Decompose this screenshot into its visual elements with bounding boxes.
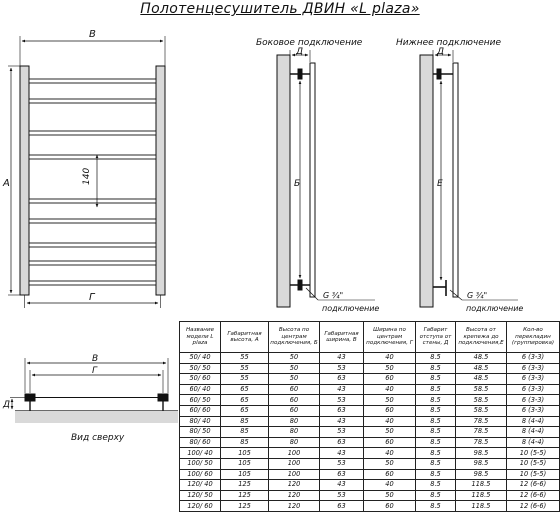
table-cell: 80 (269, 437, 320, 448)
towel-bar (29, 199, 156, 203)
table-cell: 125 (221, 501, 269, 512)
table-cell: 6 (3-3) (507, 405, 560, 416)
label-a: А (3, 178, 10, 189)
table-cell: 50 (364, 395, 416, 406)
table-cell: 50/ 50 (180, 363, 221, 374)
side-connection-caption: подключение (322, 304, 380, 313)
table-cell: 63 (320, 374, 364, 385)
table-cell: 43 (320, 448, 364, 459)
table-cell: 63 (320, 405, 364, 416)
table-cell: 60/ 60 (180, 405, 221, 416)
header-mount-height-e: Высота от крепежа до подключения,Е (456, 322, 507, 353)
table-cell: 12 (6-6) (507, 501, 560, 512)
left-rail (20, 66, 29, 295)
table-cell: 48.5 (456, 363, 507, 374)
table-cell: 53 (320, 458, 364, 469)
table-cell: 100 (269, 458, 320, 469)
header-bar-count: Кол-во перекладин (группировка) (507, 322, 560, 353)
table-cell: 100 (269, 469, 320, 480)
table-cell: 85 (221, 416, 269, 427)
table-cell: 53 (320, 395, 364, 406)
table-cell: 118.5 (456, 501, 507, 512)
table-row (180, 501, 560, 512)
side-rail (277, 55, 290, 307)
towel-bar (29, 243, 156, 247)
table-cell: 100/ 60 (180, 469, 221, 480)
table-cell: 125 (221, 480, 269, 491)
side-connection-view (277, 50, 375, 307)
table-cell: 105 (221, 458, 269, 469)
table-cell: 118.5 (456, 480, 507, 491)
towel-bar (29, 281, 156, 285)
side-wall-profile (310, 63, 315, 297)
table-row (180, 480, 560, 491)
header-model: Название модели L plaza (180, 322, 221, 353)
table-cell: 53 (320, 427, 364, 438)
label-g: Г (89, 292, 95, 303)
table-row (180, 384, 560, 395)
table-cell: 43 (320, 480, 364, 491)
table-cell: 8 (4-4) (507, 427, 560, 438)
table-cell: 98.5 (456, 458, 507, 469)
table-cell: 60 (364, 469, 416, 480)
table-row (180, 395, 560, 406)
table-cell: 53 (320, 490, 364, 501)
table-cell: 60 (269, 384, 320, 395)
table-cell: 50 (364, 490, 416, 501)
towel-bar (29, 219, 156, 223)
table-cell: 8.5 (416, 427, 456, 438)
table-cell: 65 (221, 405, 269, 416)
table-cell: 98.5 (456, 448, 507, 459)
table-cell: 55 (221, 374, 269, 385)
label-g-top: Г (92, 366, 98, 376)
table-cell: 80/ 50 (180, 427, 221, 438)
header-height-a: Габаритная высота, А (221, 322, 269, 353)
bottom-wall-profile (453, 63, 458, 297)
towel-bar (29, 99, 156, 103)
table-cell: 8.5 (416, 384, 456, 395)
side-connection-title: Боковое подключение (256, 38, 363, 48)
table-cell: 60 (364, 437, 416, 448)
table-cell: 55 (221, 353, 269, 364)
header-center-width-g: Ширина по центрам подключения, Г (364, 322, 416, 353)
table-cell: 50/ 60 (180, 374, 221, 385)
table-cell: 65 (221, 384, 269, 395)
table-cell: 8 (4-4) (507, 416, 560, 427)
table-cell: 80/ 60 (180, 437, 221, 448)
label-d-bottom: Д (437, 47, 445, 57)
table-cell: 10 (5-5) (507, 448, 560, 459)
table-cell: 10 (5-5) (507, 469, 560, 480)
table-cell: 6 (3-3) (507, 353, 560, 364)
towel-bar (29, 131, 156, 135)
bottom-connection-caption: подключение (466, 304, 524, 313)
table-cell: 58.5 (456, 395, 507, 406)
table-cell: 12 (6-6) (507, 490, 560, 501)
table-cell: 12 (6-6) (507, 480, 560, 491)
table-cell: 78.5 (456, 427, 507, 438)
table-cell: 40 (364, 416, 416, 427)
table-cell: 8.5 (416, 448, 456, 459)
table-cell: 8.5 (416, 490, 456, 501)
side-thread-label: G ¾" (323, 291, 344, 300)
table-cell: 8.5 (416, 458, 456, 469)
table-cell: 50 (269, 363, 320, 374)
table-cell: 48.5 (456, 353, 507, 364)
table-cell: 40 (364, 480, 416, 491)
table-cell: 40 (364, 353, 416, 364)
table-cell: 8.5 (416, 469, 456, 480)
right-rail (156, 66, 165, 295)
table-cell: 40 (364, 448, 416, 459)
table-cell: 6 (3-3) (507, 363, 560, 374)
table-cell: 78.5 (456, 416, 507, 427)
table-cell: 60/ 50 (180, 395, 221, 406)
table-cell: 120 (269, 501, 320, 512)
table-row (180, 427, 560, 438)
table-cell: 43 (320, 353, 364, 364)
towel-bar (29, 79, 156, 83)
table-cell: 63 (320, 437, 364, 448)
table-cell: 8.5 (416, 363, 456, 374)
bottom-connection-view (420, 50, 518, 307)
table-cell: 60 (269, 405, 320, 416)
table-cell: 100/ 50 (180, 458, 221, 469)
table-cell: 60/ 40 (180, 384, 221, 395)
table-cell: 53 (320, 363, 364, 374)
table-cell: 8 (4-4) (507, 437, 560, 448)
table-cell: 50 (269, 374, 320, 385)
table-cell: 60 (364, 501, 416, 512)
table-cell: 80/ 40 (180, 416, 221, 427)
table-row (180, 374, 560, 385)
table-row (180, 416, 560, 427)
table-cell: 40 (364, 384, 416, 395)
header-center-height-b: Высота по центрам подключения, Б (269, 322, 320, 353)
header-width-v: Габаритная ширина, В (320, 322, 364, 353)
table-cell: 8.5 (416, 353, 456, 364)
table-cell: 105 (221, 448, 269, 459)
right-post (158, 394, 168, 401)
table-cell: 60 (364, 405, 416, 416)
table-cell: 105 (221, 469, 269, 480)
table-cell: 65 (221, 395, 269, 406)
label-b-top: В (92, 354, 99, 364)
table-cell: 48.5 (456, 374, 507, 385)
table-cell: 58.5 (456, 384, 507, 395)
table-cell: 63 (320, 469, 364, 480)
table-cell: 63 (320, 501, 364, 512)
label-e-bottom: Е (437, 179, 443, 189)
table-header-row (180, 322, 560, 353)
table-cell: 8.5 (416, 395, 456, 406)
top-view-caption: Вид сверху (71, 433, 125, 443)
table-cell: 118.5 (456, 490, 507, 501)
label-b-side: Б (294, 179, 301, 189)
table-cell: 50 (364, 427, 416, 438)
table-row (180, 353, 560, 364)
table-cell: 125 (221, 490, 269, 501)
table-cell: 43 (320, 416, 364, 427)
table-cell: 58.5 (456, 405, 507, 416)
table-cell: 120/ 50 (180, 490, 221, 501)
bottom-rail (420, 55, 433, 307)
table-cell: 6 (3-3) (507, 395, 560, 406)
table-row (180, 363, 560, 374)
table-cell: 120/ 40 (180, 480, 221, 491)
table-cell: 8.5 (416, 437, 456, 448)
table-cell: 50 (364, 363, 416, 374)
table-cell: 8.5 (416, 480, 456, 491)
table-row (180, 437, 560, 448)
table-cell: 43 (320, 384, 364, 395)
table-cell: 50 (364, 458, 416, 469)
table-row (180, 490, 560, 501)
left-post (25, 394, 35, 401)
table-cell: 8.5 (416, 374, 456, 385)
header-wall-offset-d: Габарит отступа от стены, Д (416, 322, 456, 353)
towel-bar (29, 155, 156, 159)
table-cell: 8.5 (416, 501, 456, 512)
table-cell: 98.5 (456, 469, 507, 480)
table-cell: 60 (364, 374, 416, 385)
table-cell: 78.5 (456, 437, 507, 448)
table-cell: 120/ 60 (180, 501, 221, 512)
table-cell: 60 (269, 395, 320, 406)
table-cell: 8.5 (416, 405, 456, 416)
towel-bars (29, 79, 156, 285)
table-cell: 100 (269, 448, 320, 459)
drawing-title: Полотенцесушитель ДВИН «L plaza» (140, 1, 420, 17)
label-d-top: Д (3, 400, 11, 410)
towel-bar (29, 261, 156, 265)
label-140: 140 (82, 167, 92, 185)
table-cell: 100/ 40 (180, 448, 221, 459)
table-cell: 50/ 40 (180, 353, 221, 364)
bottom-thread-label: G ¾" (467, 291, 488, 300)
table-row (180, 448, 560, 459)
table-cell: 10 (5-5) (507, 458, 560, 469)
table-cell: 55 (221, 363, 269, 374)
table-cell: 80 (269, 416, 320, 427)
bottom-connection-title: Нижнее подключение (396, 38, 502, 48)
table-body (180, 353, 560, 512)
model-spec-table (179, 321, 560, 512)
table-row (180, 405, 560, 416)
label-d-side: Д (296, 47, 304, 57)
table-cell: 8.5 (416, 416, 456, 427)
table-cell: 6 (3-3) (507, 384, 560, 395)
table-cell: 85 (221, 427, 269, 438)
table-cell: 6 (3-3) (507, 374, 560, 385)
table-cell: 80 (269, 427, 320, 438)
label-b: В (89, 29, 96, 40)
table-row (180, 458, 560, 469)
table-row (180, 469, 560, 480)
table-cell: 120 (269, 480, 320, 491)
table-cell: 85 (221, 437, 269, 448)
table-cell: 50 (269, 353, 320, 364)
table-cell: 120 (269, 490, 320, 501)
